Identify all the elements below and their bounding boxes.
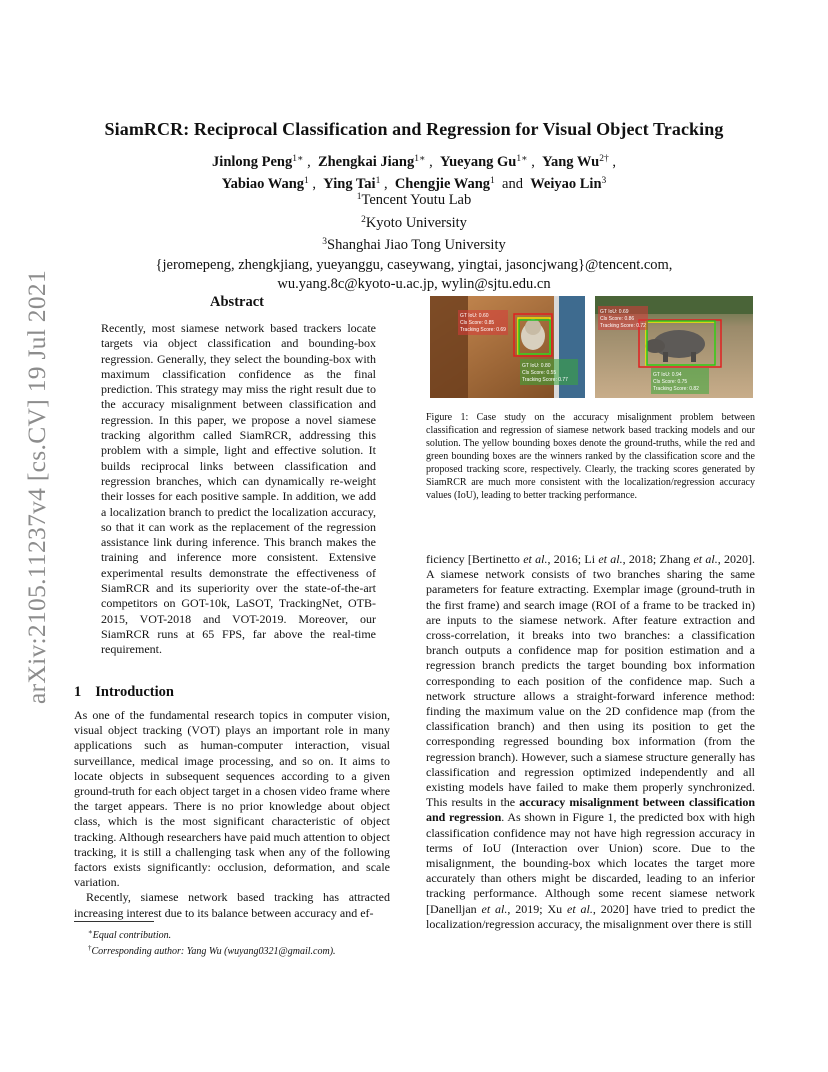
author-line-1: Jinlong Peng$^{1∗}$ , Zhengkai Jiang$^{1∗}$ , Yueyang $Gu^{1∗}$ , Yang $Wu^{2\dagger}$ , [212,154,616,170]
italic-run: et al. [523,552,548,566]
text-run: , 2018; Zhang [622,552,694,566]
author-mark: 1∗ [414,154,426,164]
label-line: GT IoU: 0.60 [460,313,489,319]
label-line: GT IoU: 0.94 [653,372,682,378]
affiliation-name: Tencent Youtu Lab [361,192,472,208]
affiliation-mark: 2 [361,214,366,225]
affiliation-mark: 3 [322,237,327,247]
footnote-text: Equal contribution. [92,930,172,941]
kitten-head [525,319,541,335]
affiliation-name: Shanghai Jiao Tong University [327,237,506,253]
italic-run: et al. [481,901,508,916]
right-paragraph [426,552,755,932]
label-line: Tracking Score: 0.77 [522,377,568,383]
footnote-mark: ∗ [88,928,93,936]
abstract-heading: Abstract [210,294,264,310]
label-line: Cls Score: 0.85 [460,320,495,326]
arxiv-stamp [22,269,52,705]
italic-run: et al. [693,552,718,566]
affiliations [60,188,768,295]
label-bottom-trk [520,359,578,385]
author-mark: 1∗ [516,154,528,164]
text-run: , 2020] have tried to predict the localization/regression accuracy, the misalignment over there is still [426,901,756,931]
text-run: , 2020]. A siamese network consists of two branches sharing the same parameters for feature extracting. Exemplar image (ground-truth in the first frame) and search image (ROI of a frame to be tracked in) are inputs to the siamese network. After feature extraction and cross-correlation, it breaks into two branches: a classification branch outputs a confidence map for position estimation and a regression branch predicts the target bounding box information corresponding to each position of the confidence map. Such a network structure allows a straight-forward inference method: finding the maximum value on the 2D confidence map (from the classification branch) and then using its position to get the corresponding regressed bounding box information (from the regression branch). However, such a siamese structure generally has classification and regression optimized independently and all existing models have failed to make them properly synchronized. This results in the [426,552,755,810]
text-run: ficiency [Bertinetto [426,552,524,566]
introduction-body [74,708,390,921]
email-line-2: wu.yang.8c@kyoto-u.ac.jp, wylin@sjtu.edu.cn [277,276,551,292]
label-bottom-trk [651,368,709,394]
section-title: Introduction [95,684,174,700]
author-name: Zhengkai Jiang [317,154,415,170]
figure-image-kitten [430,296,585,398]
figure-1-caption: Figure 1: Case study on the accuracy misalignment problem between classification and regression of siamese network based tracking models and our solution. The yellow bounding boxes denote the ground-truths, while the red and green bounding boxes are the winners ranked by the classification score and the proposed tracking score, respectively. Clearly, the tracking scores generated by SiamRCR are much more consistent with the localization/regression accuracy values (IoU), leading to better tracking performance. [426,412,755,501]
affiliation-2 [60,211,768,234]
author-name: Jinlong Peng [212,154,293,170]
right-column-body [426,552,755,932]
author-mark: 1 [490,176,495,186]
author-and: and [502,176,523,192]
author-mark: 1 [304,176,309,186]
bold-run: accuracy misalignment between classification and regression [426,795,755,825]
figure-image-rhino [595,296,753,398]
author-name: Weiyao Lin [530,176,602,192]
italic-run: et al. [567,901,593,916]
label-line: Tracking Score: 0.69 [460,327,506,333]
label-line: Cls Score: 0.75 [653,379,688,385]
italic-run: et al. [598,552,623,566]
affiliation-1 [60,188,768,211]
label-line: Cls Score: 0.86 [600,316,635,322]
rhino-scene [595,296,753,398]
section-heading-introduction [74,684,174,701]
rhino-head [645,339,665,353]
author-name: Yang Wu [542,154,600,170]
label-top-cls [458,310,508,335]
label-line: Tracking Score: 0.82 [653,386,699,392]
affiliation-3 [60,233,768,256]
rhino-leg [691,352,696,362]
label-line: Cls Score: 0.55 [522,370,557,376]
author-name: Ying Tai [323,176,376,192]
text-run: , 2016; Li [547,552,599,566]
text-run: . As shown in Figure 1, the predicted box with high classification confidence may not have high regression accuracy in terms of IoU (Interaction over Union) score. Due to the misalignment, the bounding-box which locates the target more accurately than others might be discarded, leading to an inferior tracking performance. Although some recent siamese network [Danelljan [426,810,755,916]
figure-1 [430,296,753,398]
intro-paragraph-1: As one of the fundamental research topics in computer vision, visual object tracking (VOT) plays an important role in many applications such as human-computer interaction, visual surveillance, medical image processing, and so on. It aims to locate objects in subsequent sequences according to a given ground-truth for each object target in a chosen video frame where the target appears. There is no prior knowledge about object class, which is the most significant characteristic of object tracking. Although researchers have paid much attention to object tracking, it is still a challenging task when any of the following factors exists significantly: occlusion, deformation, and scale variation. [74,708,390,890]
label-line: Tracking Score: 0.72 [600,323,646,329]
affiliation-mark: 1 [356,192,362,202]
abstract-text: Recently, most siamese network based trackers locate targets via object classification and bounding-box regression. Generally, they select the bounding-box with maximum classification confidence as the final prediction. This strategy may miss the right result due to the accuracy misalignment between classification and regression. In this paper, we propose a novel siamese tracking algorithm called SiamRCR, addressing this problem with a simple, light and effective solution. It builds reciprocal links between classification and regression branches, which can dynamically re-weight their losses for each positive sample. In addition, we add a localization branch to predict the localization accuracy, so that it can work as the replacement of the regression assistance link during inference. This branch makes the training and inference more consistent. Extensive experimental results demonstrate the effectiveness of SiamRCR and its superiority over the state-of-the-art competitors on GOT-10k, LaSOT, TrackingNet, OTB-2015, VOT-2018 and VOT-2019. Moreover, our SiamRCR runs at 65 FPS, far above the real-time requirement. [101,321,376,657]
author-name: Yueyang Gu [439,154,517,170]
text-run: , 2019; Xu [507,901,567,916]
author-line-2: Yabiao Wang$^1$ , Ying Tai$^1$ , Chengjie Wang$^1$ and Weiyao Lin$^3$ [221,176,607,192]
footnote-rule [74,921,154,922]
paper-title: SiamRCR: Reciprocal Classification and Regression for Visual Object Tracking [104,119,724,139]
author-mark: 3 [601,176,607,186]
author-name: Chengjie Wang [394,176,491,192]
author-mark: 1∗ [292,154,304,164]
author-mark: 1 [375,176,381,186]
label-line: GT IoU: 0.80 [522,363,551,369]
kitten-scene [430,296,585,398]
label-top-cls [598,306,648,330]
footnote-mark: † [88,944,92,952]
section-number: 1 [74,684,82,700]
affiliation-name: Kyoto University [365,214,467,231]
rhino-leg [663,352,668,362]
footnotes [74,926,418,958]
footnote-1 [88,926,418,942]
email-line-1: {jeromepeng, zhengkjiang, yueyanggu, caseywang, yingtai, jasoncjwang}@tencent.com, [155,256,673,273]
intro-paragraph-2: Recently, siamese network based tracking has attracted increasing interest due to its balance between accuracy and ef- [74,890,390,920]
footnote-text: Corresponding author: Yang Wu (wuyang0321@gmail.com). [91,946,336,957]
author-name: Yabiao Wang [221,176,305,192]
author-mark: 2† [599,154,609,164]
arxiv-stamp-text: arXiv:2105.11237v4 [cs.CV] 19 Jul 2021 [22,269,51,705]
footnote-2 [88,942,418,958]
label-line: GT IoU: 0.69 [600,309,629,315]
